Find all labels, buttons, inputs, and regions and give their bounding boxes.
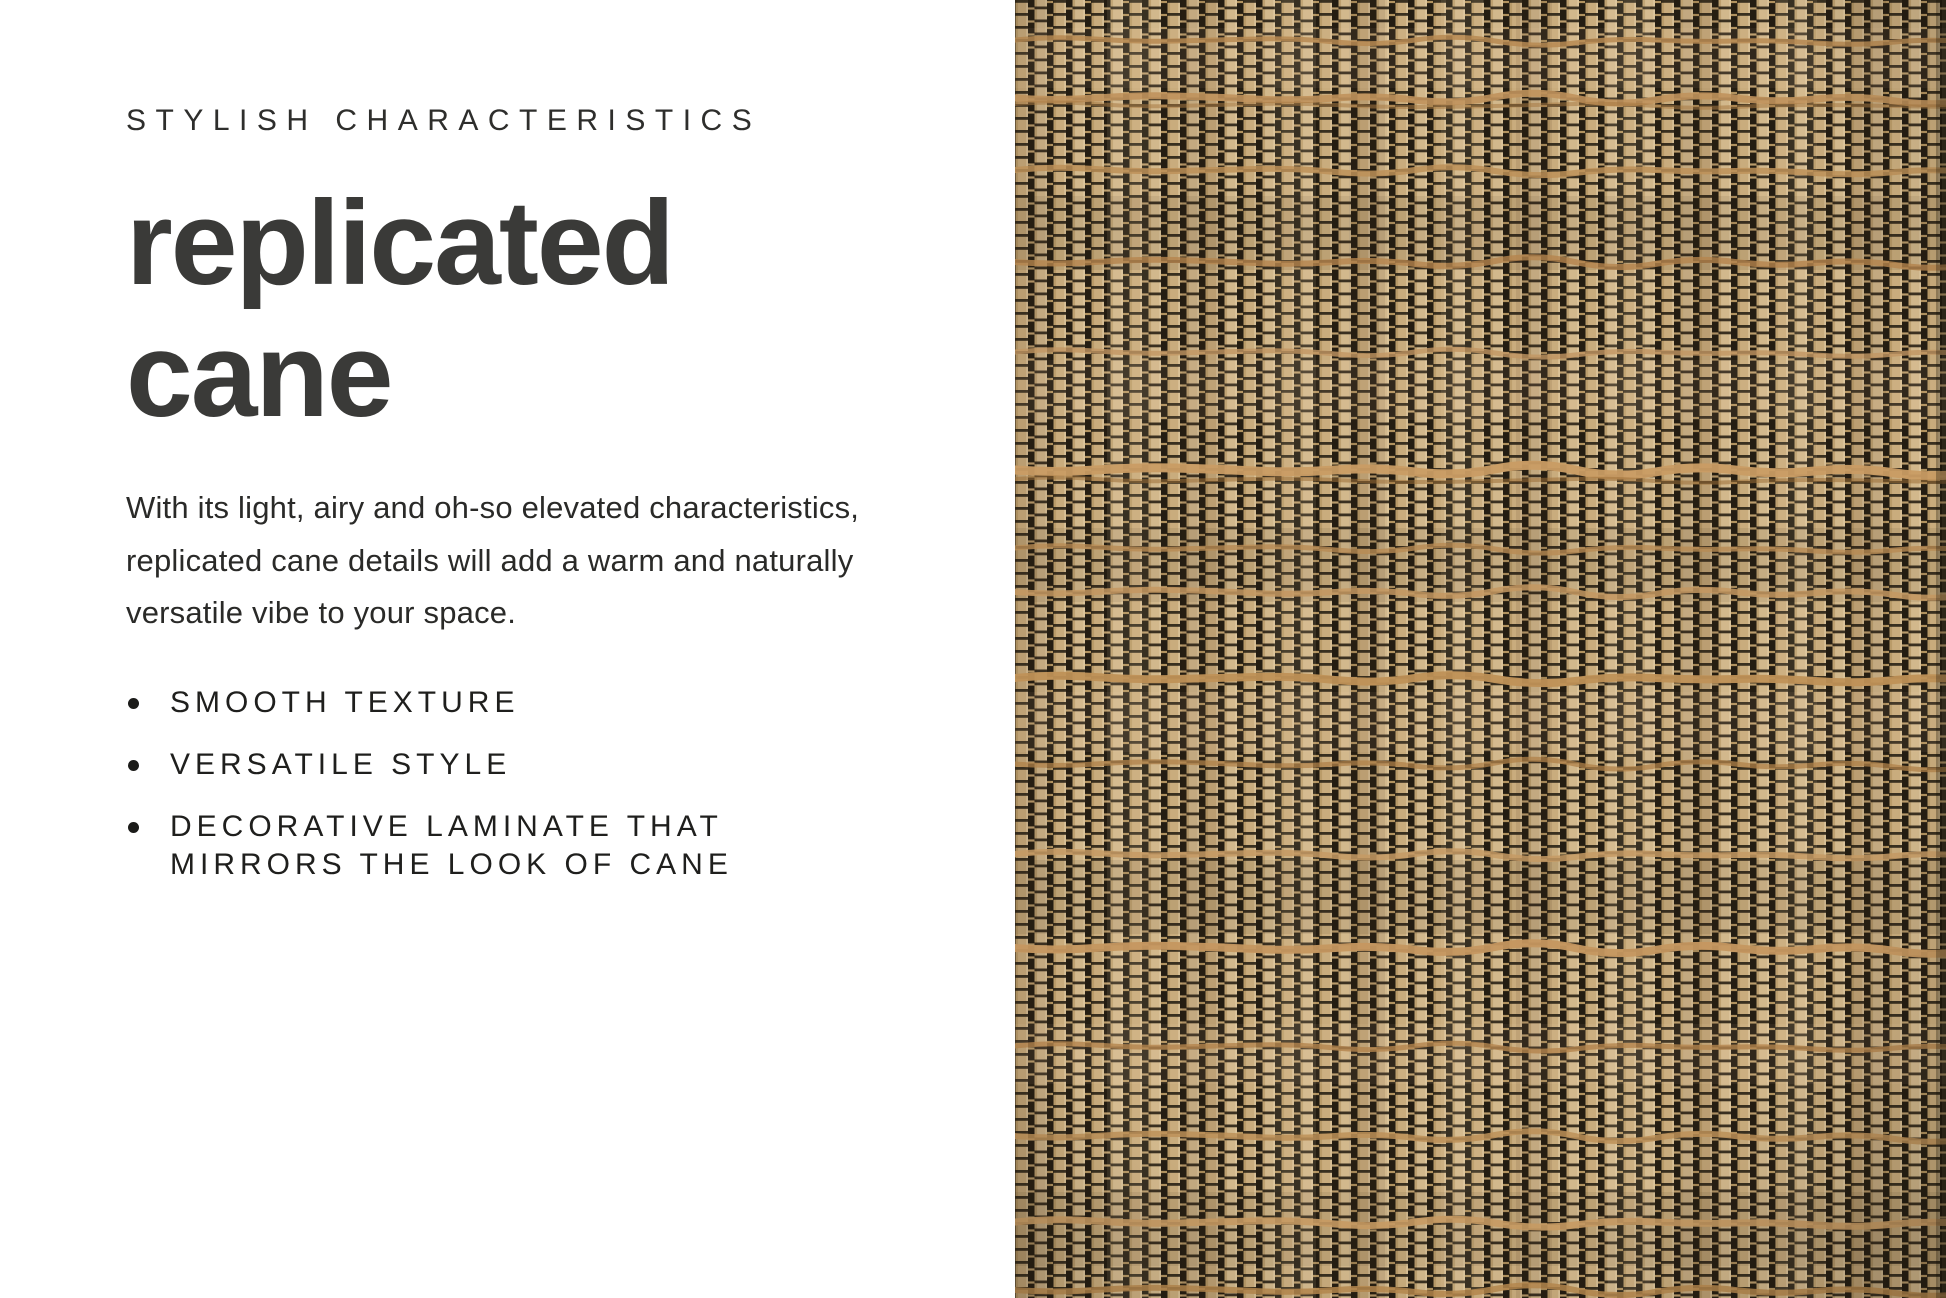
replicated-cane-texture-image: [1015, 0, 1946, 1298]
bullet-dot-icon: [128, 822, 139, 833]
description-line-1: With its light, airy and oh-so elevated characteristics,: [126, 490, 860, 525]
bullet-dot-icon: [128, 698, 139, 709]
feature-text: DECORATIVE LAMINATE THAT: [170, 810, 723, 843]
page-title-line-2: cane: [126, 308, 392, 442]
feature-list: [126, 684, 733, 884]
cane-weave-graphic: [1015, 0, 1946, 1298]
page-title: [126, 177, 673, 441]
description-line-3: versatile vibe to your space.: [126, 595, 517, 630]
list-item: [126, 808, 733, 884]
description-paragraph: [126, 482, 906, 640]
feature-text-wrap: MIRRORS THE LOOK OF CANE: [170, 848, 733, 881]
feature-text: SMOOTH TEXTURE: [170, 686, 520, 719]
list-item: [126, 684, 733, 722]
eyebrow-label: STYLISH CHARACTERISTICS: [126, 104, 762, 137]
bullet-dot-icon: [128, 760, 139, 771]
page-title-line-1: replicated: [126, 176, 673, 310]
list-item: [126, 746, 733, 784]
description-line-2: replicated cane details will add a warm and naturally: [126, 542, 854, 578]
feature-text: VERSATILE STYLE: [170, 748, 512, 781]
